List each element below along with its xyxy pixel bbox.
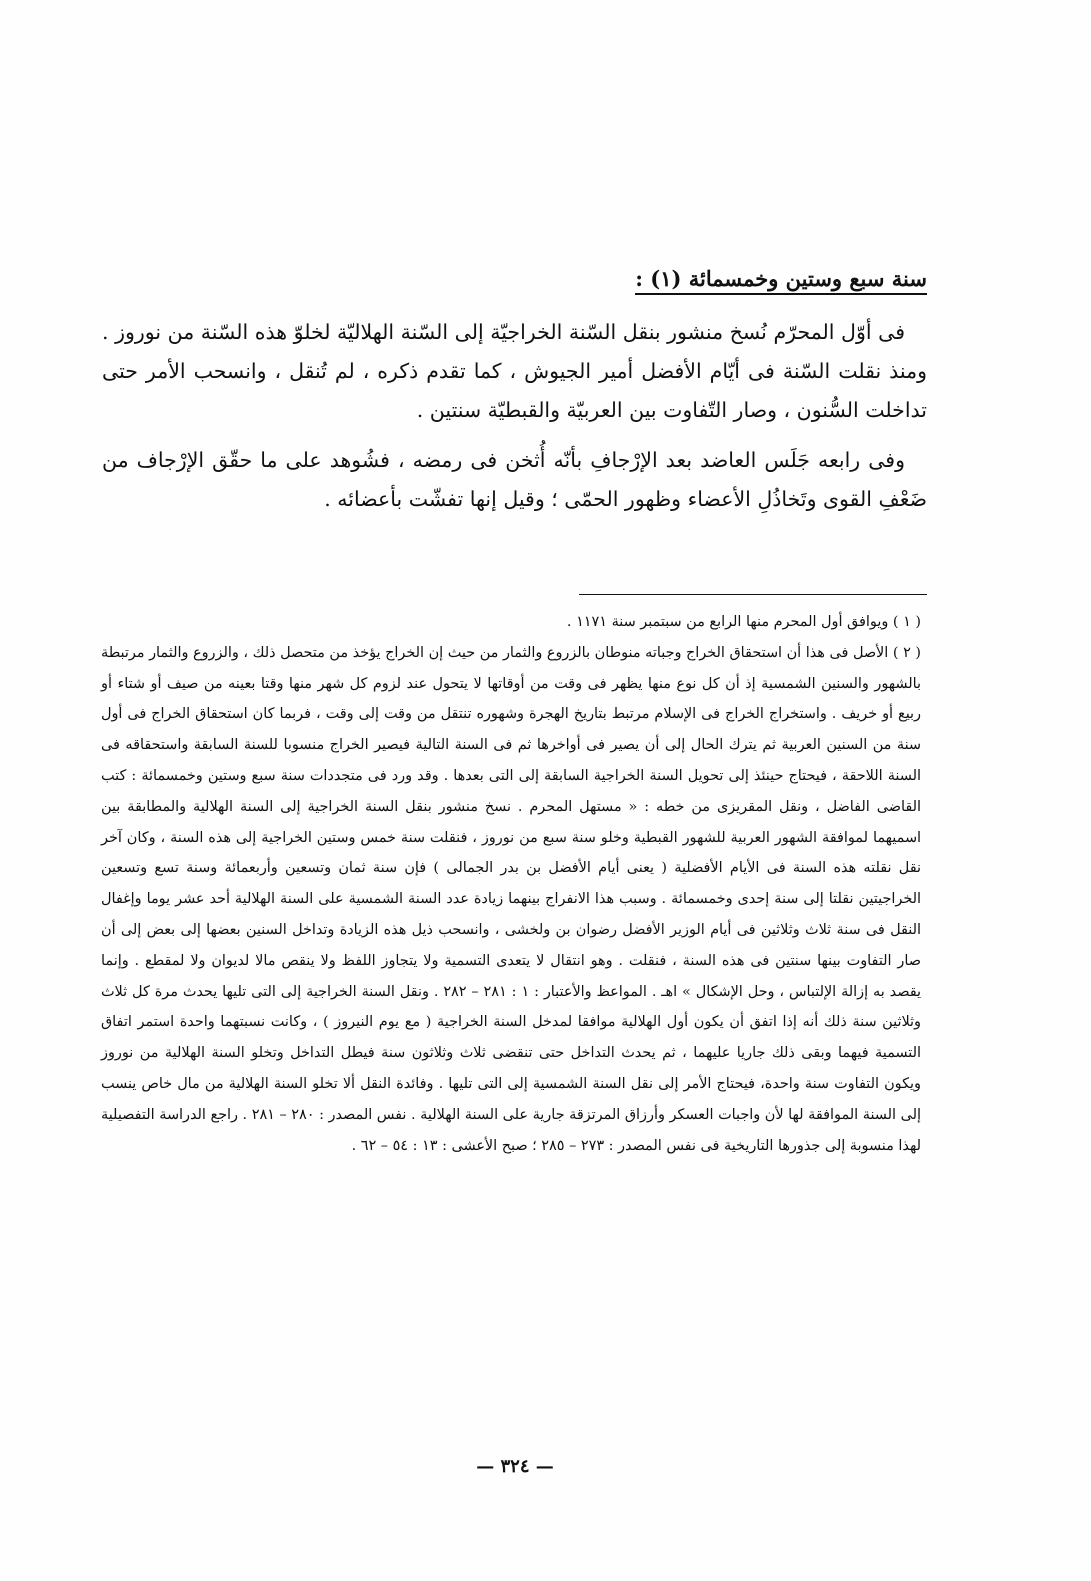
paragraph-2: وفى رابعه جَلَس العاضد بعد الإرْجافِ بأنّه أُثخن فى رمضه ، فشُوهد على ما حقّق الإرْجاف من ضَعْفِ القوى وتَخاذُلِ الأعضاء وظهور الحمّى ؛ وقيل إنها تفشّت بأعضائه .	[102, 448, 927, 511]
footnote-2: ( ٢ ) الأصل فى هذا أن استحقاق الخراج وجباته منوطان بالزروع والثمار من حيث إن الخراج يؤخذ من متحصل ذلك ، والزروع والثمار مرتبطة بالشهور والسنين الشمسية إذ أن كل نوع منها يظهر فى وقت من أوقاتها لا يتحول عند لزوم كل شهر منها وقتا بعينه من صيف أو شتاء أو ربيع أو خريف . واستخراج الخراج فى الإسلام مرتبط بتاريخ الهجرة وشهوره تنتقل من وقت إلى وقت ، فربما كان استحقاق الخراج فى أول سنة من السنين العربية ثم يترك الحال إلى أن يصير فى أواخرها ثم فى السنة التالية فيصير الخراج منسوبا للسنة السابقة واستحقاقه فى السنة اللاحقة ، فيحتاج حينئذ إلى تحويل السنة الخراجية السابقة إلى التى بعدها . وقد ورد فى متجددات سنة سبع وستين وخمسمائة : كتب القاضى الفاضل ، ونقل المقريزى من خطه : « مستهل المحرم . نسخ منشور بنقل السنة الخراجية إلى السنة الهلالية والمطابقة بين اسميهما لموافقة الشهور العربية للشهور القبطية وخلو سنة سبع من نوروز ، فنقلت سنة خمس وستين الخراجية إلى هذه السنة ، وكان آخر نقل نقلته هذه السنة فى الأيام الأفضلية ( يعنى أيام الأفضل بن بدر الجمالى ) فإن سنة ثمان وتسعين وأربعمائة وسنة تسع وتسعين الخراجيتين نقلتا إلى سنة إحدى وخمسمائة . وسبب هذا الانفراج بينهما زيادة عدد السنة الشمسية على السنة الهلالية أحد عشر يوما وإغفال النقل فى سنة ثلاث وثلاثين فى أيام الوزير الأفضل رضوان بن ولخشى ، وانسحب ذيل هذه الزيادة وتداخل السنين بعضها إلى بعض إلى أن صار التفاوت بينها سنتين فى هذه السنة ، فنقلت . وهو انتقال لا يتعدى التسمية ولا يتجاوز اللفظ ولا ينقص مالا لديوان ولا لمقطع . وإنما يقصد به إزالة الإلتباس ، وحل الإشكال » اهـ . المواعظ والأعتبار : ١ : ٢٨١ – ٢٨٢ . ونقل السنة الخراجية إلى التى تليها يحدث مرة كل ثلاث وثلاثين سنة ذلك أنه إذا اتفق أن يكون أول الهلالية موافقا لمدخل السنة الخراجية ( مع يوم النيروز ) ، وكانت نسبتهما واحدة استمر اتفاق التسمية فيهما وبقى ذلك جاريا عليهما ، ثم يحدث التداخل حتى تنقضى ثلاث وثلاثون سنة فيطل التداخل وتخلو السنة الهلالية من نوروز ويكون التفاوت سنة واحدة، فيحتاج الأمر إلى نقل السنة الشمسية إلى التى تليها . وفائدة النقل ألا تخلو السنة الهلالية من مال خاص ينسب إلى السنة الموافقة لها لأن واجبات العسكر وأرزاق المرتزقة جارية على السنة الهلالية . نفس المصدر : ٢٨٠ – ٢٨١ . راجع الدراسة التفصيلية لهذا منسوبة إلى جذورها التاريخية فى نفس المصدر : ٢٧٣ – ٢٨٥ ؛ صبح الأعشى : ١٣ : ٥٤ – ٦٢ .	[101, 644, 921, 1154]
paragraph-1: فى أوّل المحرّم نُسخ منشور بنقل السّنة الخراجيّة إلى السّنة الهلاليّة لخلوّ هذه السّنة من نوروز . ومنذ نقلت السّنة فى أيّام الأفضل أمير الجيوش ، كما تقدم ذكره ، لم تُنقل ، وانسحب الأمر حتى تداخلت السُّنون ، وصار التّفاوت بين العربيّة والقبطيّة سنتين .	[102, 320, 927, 422]
footnote-1: ( ١ ) ويوافق أول المحرم منها الرابع من سبتمبر سنة ١١٧١ .	[566, 614, 921, 630]
section-heading: سنة سبع وستين وخمسمائة (١) :	[635, 266, 927, 295]
page-number: — ٣٢٤ —	[476, 1456, 554, 1477]
main-text	[102, 313, 927, 530]
footnote-divider	[579, 594, 927, 595]
footnotes	[101, 607, 921, 1161]
